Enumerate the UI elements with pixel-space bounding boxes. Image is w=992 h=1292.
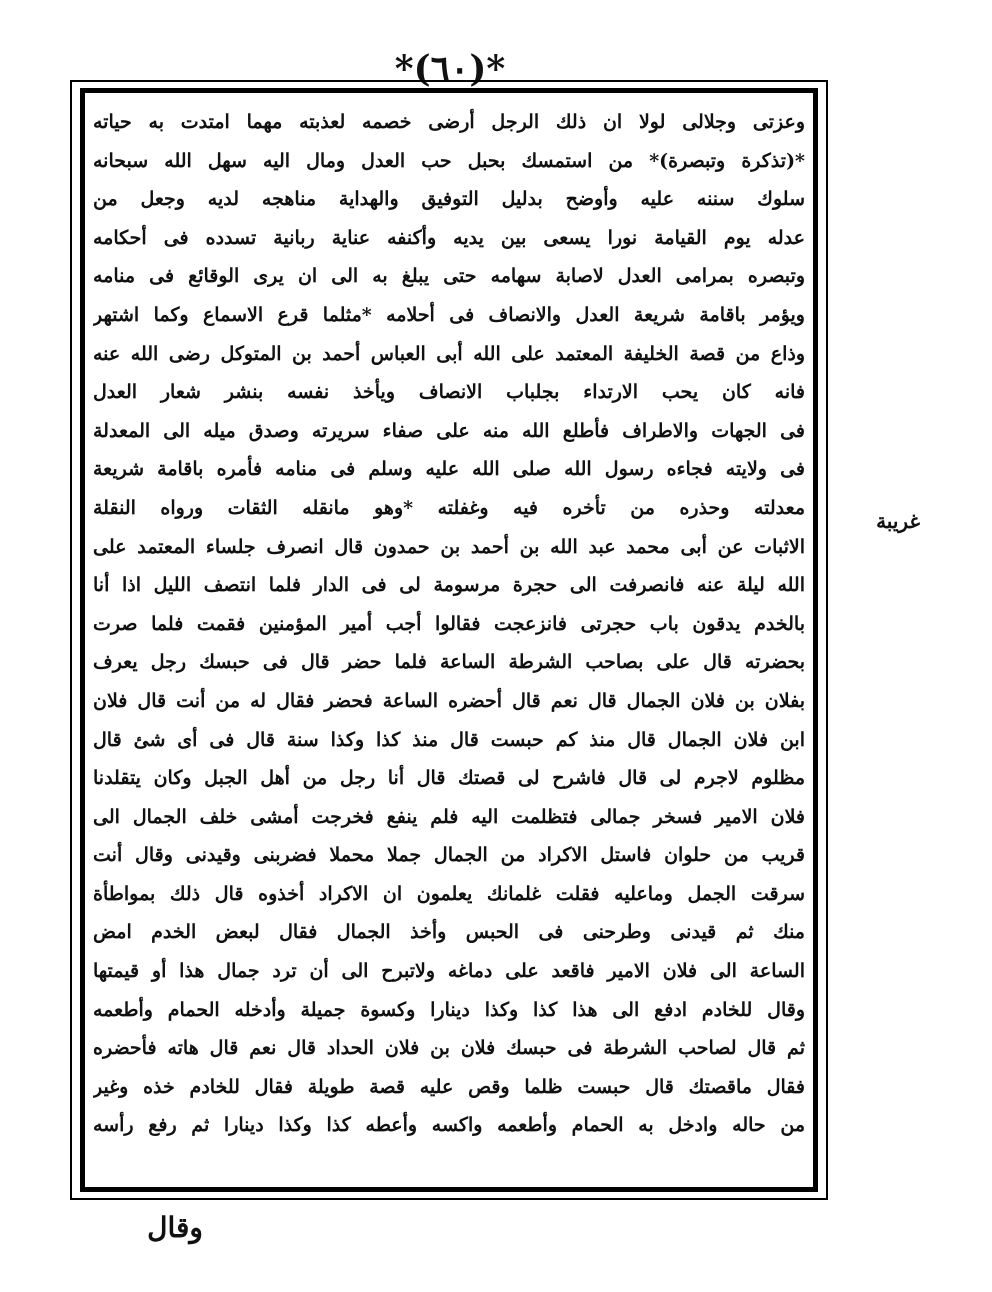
text-line: مظلوم لاجرم لى قال فاشرح لى قصتك قال أنا رجل من أهل الجبل وكان يتقلدنا: [93, 767, 805, 790]
text-line: بالخدم يدقون باب حجرتى فانزعجت فقالوا أجب أمير المؤمنين فقمت فلما صرت: [93, 612, 805, 635]
text-line: فلان الامير فسخر جمالى فتظلمت اليه فلم ينفع فخرجت أمشى خلف الجمال الى: [93, 805, 805, 828]
text-frame: [80, 88, 818, 1192]
margin-note: غريبة: [876, 509, 920, 533]
text-line: ويؤمر باقامة شريعة العدل والانصاف فى أحلامه *مثلما قرع الاسماع وكما اشتهر: [93, 303, 805, 326]
text-line: *(تذكرة وتبصرة)* من استمسك بحبل حب العدل ومال اليه سهل الله سبحانه: [93, 149, 805, 172]
text-line: وتبصره بمرامى العدل لاصابة سهامه حتى يبلغ به الى ان يرى الوقائع فى منامه: [93, 265, 805, 288]
page-number: *(٦٠)*: [394, 48, 506, 90]
text-line: الساعة الى فلان الامير فاقعد على دماغه ولاتبرح الى أن ترد جمال هذا أو قيمتها: [93, 960, 805, 983]
text-line: الاثبات عن أبى محمد عبد الله بن أحمد بن حمدون قال انصرف جلساء المعتمد على: [93, 535, 805, 558]
text-line: من حاله وادخل به الحمام وأطعمه واكسه وأعطه كذا وكذا دينارا ثم رفع رأسه: [93, 1114, 805, 1137]
text-line: قريب من حلوان فاستل الاكراد من الجمال جملا محملا فضربنى وقيدنى وقال أنت: [93, 844, 805, 867]
text-line: فى الجهات والاطراف فأطلع الله منه على صفاء سريرته وصدق ميله الى المعدلة: [93, 419, 805, 442]
catchword: وقال: [147, 1211, 203, 1244]
text-line: وعزتى وجلالى لولا ان ذلك الرجل أرضى خصمه لعذبته مهما امتدت به حياته: [93, 111, 805, 133]
text-line: عدله يوم القيامة نورا يسعى بين يديه وأكنفه عناية ربانية تسدده فى أحكامه: [93, 226, 805, 249]
text-line: بحضرته قال على بصاحب الشرطة الساعة فلما حضر قال فى حبسك رجل يعرف: [93, 651, 805, 674]
text-line: سرقت الجمل وماعليه فقلت غلمانك يعلمون ان الاكراد أخذوه قال ذلك بمواطأة: [93, 882, 805, 905]
text-line: فانه كان يحب الارتداء بجلباب الانصاف ويأخذ نفسه بنشر شعار العدل: [93, 381, 805, 404]
text-line: ثم قال لصاحب الشرطة فى حبسك فلان بن فلان الحداد قال نعم قال هاته فأحضره: [93, 1037, 805, 1060]
text-line: معدلته وحذره من تأخره فيه وغفلته *وهو مانقله الثقات ورواه النقلة: [93, 496, 805, 519]
text-line: بفلان بن فلان الجمال قال نعم قال أحضره الساعة فحضر فقال له من أنت قال فلان: [93, 689, 805, 712]
text-line: سلوك سننه عليه وأوضح بدليل التوفيق والهداية مناهجه لديه وجعل من: [93, 188, 805, 211]
text-line: الله ليلة عنه فانصرفت الى حجرة مرسومة لى فى الدار فلما انتصف الليل اذا أنا: [93, 574, 805, 597]
text-line: ابن فلان الجمال قال منذ كم حبست قال منذ كذا وكذا سنة قال فى أى شئ قال: [93, 728, 805, 751]
text-line: وذاع من قصة الخليفة المعتمد على الله أبى العباس أحمد بن المتوكل رضى الله عنه: [93, 342, 805, 365]
text-line: فقال ماقصتك قال حبست ظلما وقص عليه قصة طويلة فقال للخادم خذه وغير: [93, 1075, 805, 1098]
text-line: منك ثم قيدنى وطرحنى فى الحبس وأخذ الجمال فقال لبعض الخدم امض: [93, 921, 805, 944]
text-line: وقال للخادم ادفع الى هذا كذا وكذا دينارا وكسوة جميلة وأدخله الحمام وأطعمه: [93, 998, 805, 1021]
text-line: فى ولايته فجاءه رسول الله صلى الله عليه وسلم فى منامه فأمره باقامة شريعة: [93, 458, 805, 481]
